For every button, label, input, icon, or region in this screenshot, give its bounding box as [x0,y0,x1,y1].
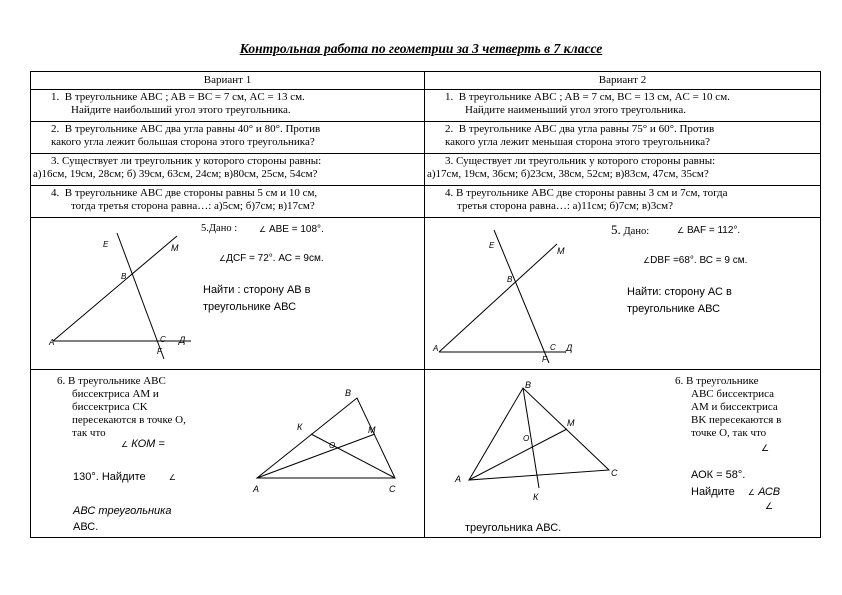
v1-task-6-value: 130°. Найдите ∠ [73,471,176,483]
v1-task-4-line2: тогда третья сторона равна…: а)5см; б)7см; в)17см? [71,200,315,212]
svg-text:О: О [523,434,530,443]
svg-text:К: К [297,422,303,432]
v2-task-6-line: AM и биссектриса [691,401,778,413]
svg-text:Д: Д [179,335,186,345]
svg-text:Е: Е [103,240,109,249]
v2-task-5-given [611,223,649,238]
v2-task-6-find: Найдите ∠ АСВ [691,486,781,498]
svg-text:Д: Д [566,343,573,353]
find-label: Найдите [691,486,735,498]
v2-task-6-line: точке О, так что [691,427,767,439]
svg-text:К: К [533,492,539,502]
angle-dcf-text: ДСF = 72°. АС = 9см. [226,253,324,264]
v1-task-3-line1: 3. Существует ли треугольник у которого стороны равны: [51,155,322,167]
v1-task-1-line1: В треугольнике ABC ; AB = BC = 7 см, AC = 13 см. [64,91,305,103]
angle-mark: ∠ [761,443,770,453]
v1-task-3-line2: а)16см, 19см, 28см; б) 39см, 63см, 24см; в)80см, 25см, 54см? [33,168,318,180]
v2-task-3-line1: 3. Существует ли треугольник у которого стороны равны: [445,155,716,167]
v1-task-6-find [73,505,172,518]
svg-text:Е: Е [489,241,495,250]
v1-task-6-find-2: АВС. [73,521,99,533]
v1-task-6 [31,370,425,538]
v2-task-5-figure [425,218,821,369]
v2-task-4 [425,186,821,218]
given-label: 5.Дано : [201,223,238,234]
v2-task-6-line: BK пересекаются в [691,414,782,426]
v2-task-6-figure [445,376,655,506]
angle-abe-text: АВЕ = 108°. [268,224,324,235]
v1-task-5-find-1: Найти : сторону АВ в [203,284,311,296]
angle-value-text: 130°. Найдите [73,471,146,483]
test-table [30,71,821,538]
v1-task-3 [31,154,425,186]
v1-task-6-text [57,375,186,440]
v2-task-5-find-2: треугольнике АВС [627,303,721,315]
svg-text:В: В [345,388,352,398]
v2-task-6-bottom: треугольника АВС. [465,522,562,534]
svg-text:С: С [389,484,396,494]
v1-angle-abe: ∠ АВЕ = 108°. [259,224,324,235]
svg-text:В: В [121,272,127,281]
svg-text:А: А [455,474,462,484]
v2-task-2-line1: В треугольнике ABC два угла равны 75° и 60°. Против [458,123,715,135]
v2-task-5-find-1: Найти: сторону АС в [627,286,732,298]
svg-text:С: С [611,468,618,478]
svg-text:М: М [567,418,575,428]
v1-task-2 [31,122,425,154]
v1-task-6-line: так что [72,427,106,439]
svg-text:В: В [507,275,513,284]
v1-task-5-find-2: треугольнике АВС [203,301,297,313]
svg-text:F: F [157,347,162,356]
v2-task-5 [425,218,821,370]
angle-acb-text: АСВ [758,486,781,498]
v1-angle-kom: ∠ КОМ = [121,438,165,450]
task-number: 5. [611,222,621,237]
v1-task-1-line2: Найдите наибольший угол этого треугольника. [71,104,291,116]
given-label: Дано: [623,226,650,237]
v2-angle-aok: АОК = 58°. [691,469,746,481]
v1-task-2-line1: В треугольнике ABC два угла равны 40° и 80°. Против [64,123,321,135]
v1-task-2-line2: какого угла лежит большая сторона этого треугольника? [51,136,315,148]
angle-kom-text: КОМ = [131,438,165,450]
v2-task-6-text [675,375,781,440]
v2-task-2 [425,122,821,154]
svg-text:М: М [557,246,565,256]
task-number: 1. [445,91,454,103]
angle-abc-text: АВС треугольника [73,505,172,517]
v2-task-4-line1: 4. В треугольнике ABC две стороны равны 3 см и 7см, тогда [445,187,728,199]
v1-angle-dcf: ∠ДСF = 72°. АС = 9см. [219,253,324,264]
svg-text:А: А [433,344,439,353]
v1-task-4-line1: В треугольнике ABC две стороны равны 5 см и 10 см, [64,187,318,199]
v2-task-6 [425,370,821,538]
v2-task-1-line2: Найдите наименьший угол этого треугольника. [465,104,686,116]
v2-angle-dbf: ∠DBF =68°. ВС = 9 см. [643,255,748,266]
v1-task-6-line: биссектриса CK [72,401,148,413]
page-title: Контрольная работа по геометрии за 3 четверть в 7 классе [239,41,603,56]
v2-task-1 [425,90,821,122]
v2-angle-baf: ∠ ВАF = 112°. [677,225,741,236]
svg-text:А: А [49,338,55,347]
svg-text:В: В [525,380,532,390]
v1-task-4 [31,186,425,218]
angle-dbf-text: DBF =68°. ВС = 9 см. [650,255,748,266]
variant-2-header: Вариант 2 [425,72,821,90]
angle-mark: ∠ [765,501,774,511]
v1-task-6-figure [247,382,417,502]
v2-task-6-line: ABC биссектриса [691,388,775,400]
v2-task-6-line: 6. В треугольнике [675,375,759,387]
v1-task-5-given [201,222,237,235]
v2-task-4-line2: третья сторона равна…: а)11см; б)7см; в)3см? [457,200,673,212]
svg-text:М: М [171,243,179,253]
v1-task-6-line: 6. В треугольнике ABC [57,375,166,387]
svg-text:С: С [550,343,556,352]
svg-text:F: F [542,355,547,364]
variant-1-header: Вариант 1 [31,72,425,90]
svg-text:О: О [329,441,336,450]
svg-text:М: М [368,425,376,435]
angle-baf-text: ВАF = 112°. [686,225,741,236]
v1-task-6-line: пересекаются в точке О, [72,414,186,426]
svg-text:А: А [253,484,260,494]
task-number: 1. [51,91,60,103]
svg-text:С: С [160,335,166,344]
task-number: 2. [445,123,454,135]
v1-task-1 [31,90,425,122]
v1-task-5 [31,218,425,370]
task-number: 2. [51,123,60,135]
v2-task-1-line1: В треугольнике ABC ; AB = 7 см, BC = 13 см, AC = 10 см. [458,91,730,103]
v2-task-2-line2: какого угла лежит меньшая сторона этого треугольника? [445,136,711,148]
v2-task-3 [425,154,821,186]
v2-task-3-line2: а)17см, 19см, 36см; б)23см, 38см, 52см; в)83см, 47см, 35см? [427,168,709,180]
task-number: 4. [51,187,60,199]
v1-task-6-line: биссектриса AM и [72,388,159,400]
